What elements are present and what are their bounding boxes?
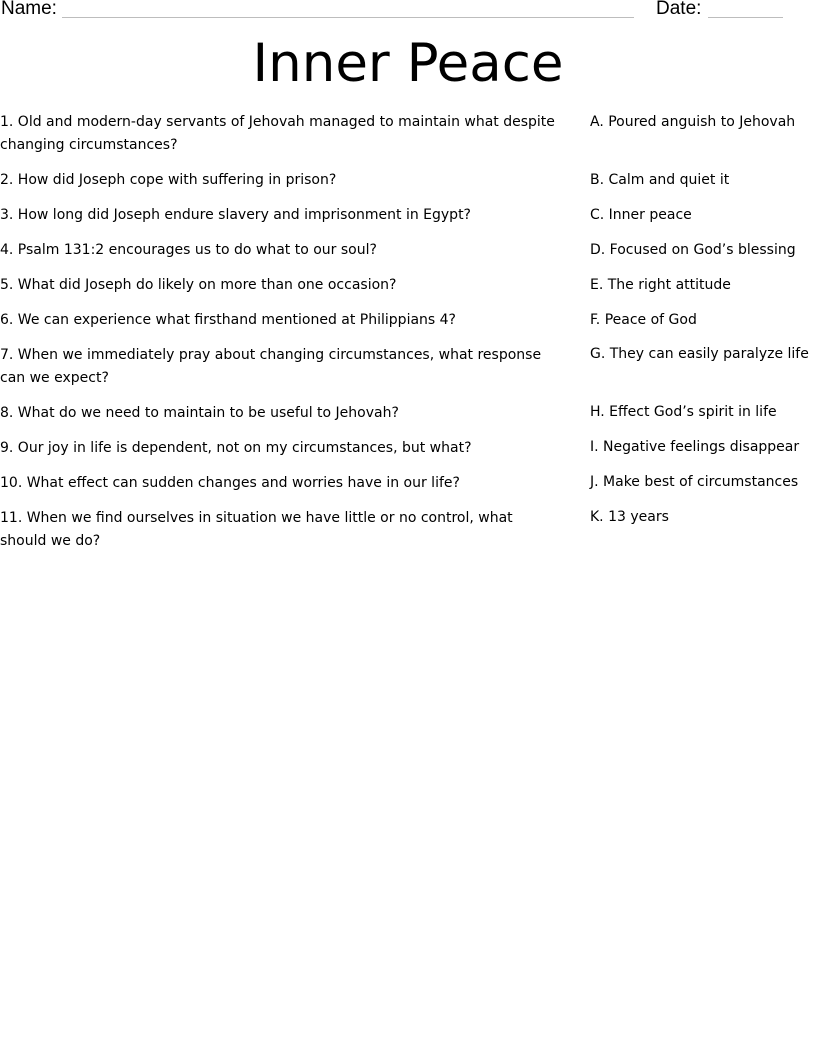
question-item: 5. What did Joseph do likely on more than one occasion? xyxy=(0,277,397,293)
answer-item: B. Calm and quiet it xyxy=(590,172,730,188)
question-item: 10. What effect can sudden changes and worries have in our life? xyxy=(0,475,460,491)
question-item: 11. When we find ourselves in situation we have little or no control, what should we do? xyxy=(0,510,513,549)
date-blank-line xyxy=(708,17,783,18)
answer-item: D. Focused on God’s blessing xyxy=(590,242,796,258)
question-item: 3. How long did Joseph endure slavery and imprisonment in Egypt? xyxy=(0,207,471,223)
question-item: 1. Old and modern-day servants of Jehovah managed to maintain what despite changing circumstances? xyxy=(0,114,555,153)
answers-column xyxy=(590,111,816,529)
answer-item: J. Make best of circumstances xyxy=(590,474,799,490)
questions-column xyxy=(0,111,560,565)
question-item: 6. We can experience what firsthand mentioned at Philippians 4? xyxy=(0,312,456,328)
question-item: 2. How did Joseph cope with suffering in prison? xyxy=(0,172,337,188)
question-item: 4. Psalm 131:2 encourages us to do what to our soul? xyxy=(0,242,377,258)
answer-item: G. They can easily paralyze life xyxy=(590,346,809,362)
name-label: Name: xyxy=(1,0,57,19)
answer-item: E. The right attitude xyxy=(590,277,731,293)
answer-item: H. Effect God’s spirit in life xyxy=(590,404,777,420)
date-label: Date: xyxy=(656,0,702,19)
answer-item: F. Peace of God xyxy=(590,312,697,328)
answer-item: C. Inner peace xyxy=(590,207,692,223)
worksheet-title: Inner Peace xyxy=(252,33,564,94)
answer-item: A. Poured anguish to Jehovah xyxy=(590,114,796,130)
name-blank-line xyxy=(62,17,634,18)
answer-item: I. Negative feelings disappear xyxy=(590,439,800,455)
answer-item: K. 13 years xyxy=(590,509,669,525)
question-item: 8. What do we need to maintain to be useful to Jehovah? xyxy=(0,405,399,421)
worksheet-header xyxy=(0,0,816,24)
question-item: 7. When we immediately pray about changing circumstances, what response can we expect? xyxy=(0,347,542,386)
question-item: 9. Our joy in life is dependent, not on my circumstances, but what? xyxy=(0,440,472,456)
